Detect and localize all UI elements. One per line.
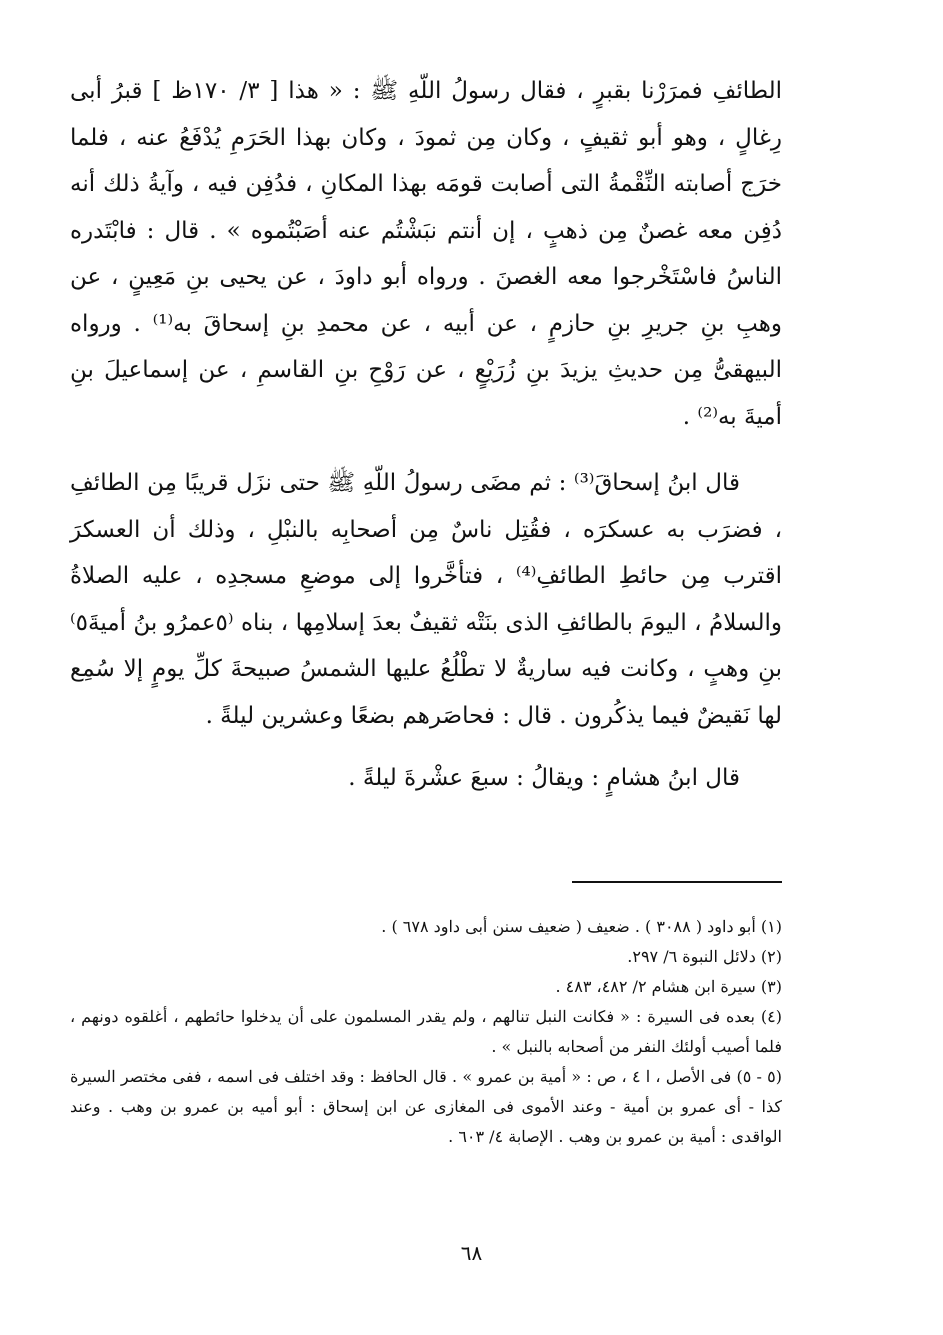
- footnote-3: (٣) سيرة ابن هشام ٢/ ٤٨٢، ٤٨٣ .: [555, 977, 782, 996]
- footnote-1: (١) أبو داود ( ٣٠٨٨ ) . ضعيف ( ضعيف سنن أبى داود ٦٧٨ ) .: [381, 917, 782, 936]
- paragraph-1: الطائفِ فمرَرْنا بقبرٍ ، فقال رسولُ اللّهِ ﷺ : « هذا [ ٣/ ١٧٠ظ ] قبرُ أبى رِغالٍ ، وهو أبو ثقيفٍ ، وكان مِن ثمودَ ، وكان بهذا الحَرَمِ يُدْفَعُ عنه ، فلما خرَج أصابته النِّقْمةُ التى أصابت قومَه بهذا المكانِ ، فدُفِن فيه ، وآيةُ ذلك أنه دُفِن معه غصنٌ مِن ذهبٍ ، إن أنتم نبَشْتُم عنه أصَبْتُموه » . قال : فابْتَدره الناسُ فاسْتَخْرجوا معه الغصنَ . ورواه أبو داودَ ، عن يحيى بنِ مَعِينٍ ، عن وهبِ بنِ جريرِ بنِ حازمٍ ، عن أبيه ، عن محمدِ بنِ إسحاقَ به⁽¹⁾ . ورواه البيهقىُّ مِن حديثِ يزيدَ بنِ زُرَيْعٍ ، عن رَوْحِ بنِ القاسمِ ، عن إسماعيلَ بنِ أميةَ به⁽²⁾ .: [70, 78, 783, 430]
- footnote-separator: [572, 881, 782, 883]
- paragraph-3: قال ابنُ هشامٍ : ويقالُ : سبعَ عشْرةَ ليلةً .: [348, 765, 740, 791]
- footnote-2: (٢) دلائل النبوة ٦/ ٢٩٧.: [627, 947, 782, 966]
- footnotes: [70, 912, 782, 1152]
- page-number: ٦٨: [460, 1241, 483, 1265]
- paragraph-2: قال ابنُ إسحاقَ⁽³⁾ : ثم مضَى رسولُ اللّهِ ﷺ حتى نزَل قريبًا مِن الطائفِ ، فضرَب به عسكرَه ، فقُتِل ناسٌ مِن أصحابِه بالنبْلِ ، وذلك أن العسكرَ اقترب مِن حائطِ الطائفِ⁽⁴⁾ ، فتأخَّروا إلى موضعِ مسجدِه ، عليه الصلاةُ والسلامُ ، اليومَ بالطائفِ الذى بنَتْه ثقيفٌ بعدَ إسلامِها ، بناه ⁽٥عمرُو بنُ أميةَ٥⁾ بنِ وهبٍ ، وكانت فيه ساريةٌ لا تطْلُعُ عليها الشمسُ صبيحةَ كلِّ يومٍ إلا سُمِع لها نَقيضٌ فيما يذكُرون . قال : فحاصَرهم بضعًا وعشرين ليلةً .: [70, 470, 782, 729]
- footnote-5: (٥ - ٥) فى الأصل ، ا ٤ ، ص : « أمية بن عمرو » . قال الحافظ : وقد اختلف فى اسمه ، ففى مختصر السيرة كذا - أى عمرو بن أمية - وعند الأموى فى المغازى عن ابن إسحاق : أبو أميه بن عمرو بن وهب . وعند الواقدى : أمية بن عمرو بن وهب . الإصابة ٤/ ٦٠٣ .: [70, 1067, 782, 1146]
- main-text: [70, 68, 782, 802]
- footnote-4: (٤) بعده فى السيرة : « فكانت النبل تنالهم ، ولم يقدر المسلمون على أن يدخلوا حائطهم ، أغلقوه دونهم ، فلما أصيب أولئك النفر من أصحابه بالنبل » .: [70, 1007, 782, 1056]
